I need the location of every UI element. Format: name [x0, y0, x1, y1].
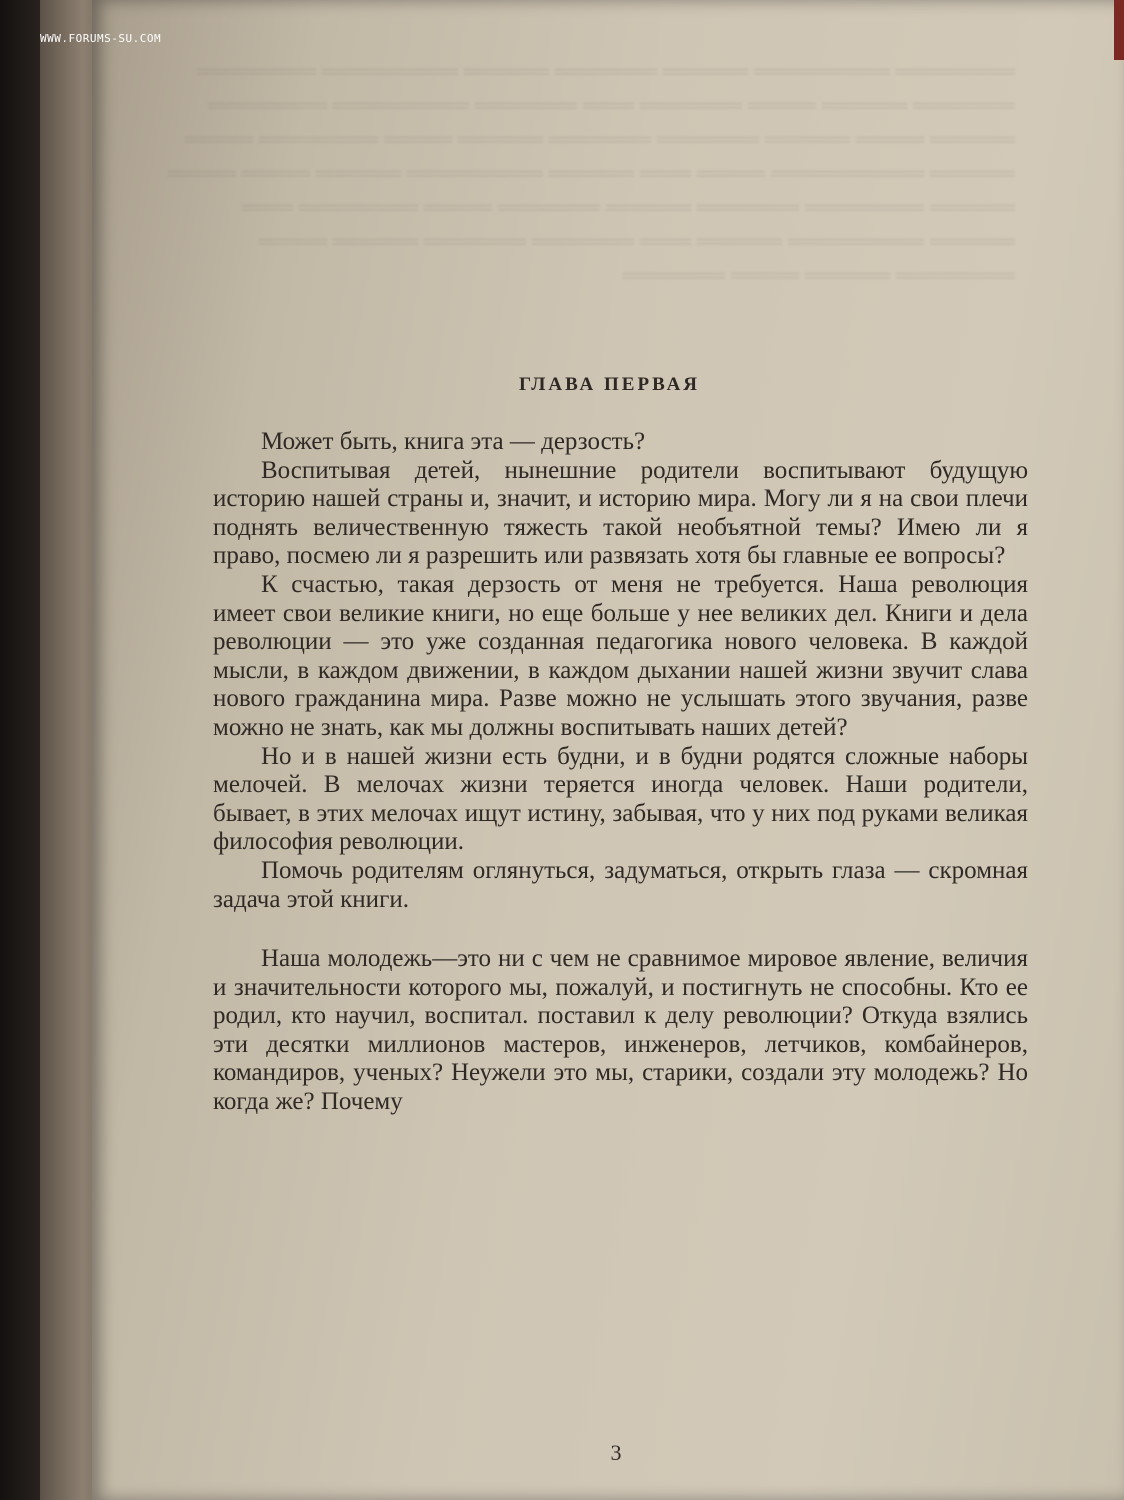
paragraph: Но и в нашей жизни есть будни, и в будни родятся сложные наборы мелочей. В мелочах жизни теряется иногда человек. Наши родители, бывает, в этих мелочах ищут истину, забывая, что у них под руками великая философия революции.	[213, 742, 1028, 856]
page-number: 3	[610, 1440, 622, 1465]
book-cover-edge	[1114, 0, 1124, 60]
paragraph: Может быть, книга эта — дерзость?	[261, 428, 646, 455]
paragraph: Воспитывая детей, нынешние родители воспитывают будущую историю нашей страны и, значит, и историю мира. Могу ли я на свои плечи поднять величественную тяжесть такой необъятной темы? Имею ли я право, посмею ли я разрешить или развязать хотя бы главные ее вопросы?	[213, 456, 1028, 570]
paragraph: К счастью, такая дерзость от меня не требуется. Наша революция имеет свои великие книги, но еще больше у нее великих дел. Книги и дела революции — это уже созданная педагогика нового человека. В каждой мысли, в каждом движении, в каждом дыхании нашей жизни звучит слава нового гражданина мира. Разве можно не услышать этого звучания, разве можно не знать, как мы должны воспитывать наших детей?	[213, 570, 1028, 741]
show-through-text: ═══════ ════════ ═════ ══════ ═════ ════════ ═══════ ══════ ═════ ════ ══════ ═══ ══════ ════════ ═══════ ═════ ════ ═════ ══════ ══════ ═════ ════ ═══════ ════ ═════ ═════════ ════ ═══ ═════ ════════ ═════ ════ ════ ═════ ═══════ ══════ ═════ ══════ ════ ═══════ ═══ ═════ ════════ ═════ ═══ ══════ ══════ ═════ ════ ═══════ ═════ ════ ══════	[167, 59, 1015, 289]
chapter-title: ГЛАВА ПЕРВАЯ	[518, 374, 701, 395]
paragraph: Помочь родителям оглянуться, задуматься, открыть глаза — скромная задача этой книги.	[213, 856, 1028, 913]
page-body	[213, 428, 1028, 1117]
paragraph: Наша молодежь—это ни с чем не сравнимое мировое явление, величия и значительности которого мы, пожалуй, и постигнуть не способны. Кто ее родил, кто научил, воспитал. поставил к делу революции? Откуда взялись эти десятки миллионов мастеров, инженеров, летчиков, комбайнеров, командиров, ученых? Неужели это мы, старики, создали эту молодежь? Но когда же? Почему	[213, 945, 1028, 1116]
watermark: WWW.FORUMS-SU.COM	[40, 32, 162, 45]
section-break	[213, 914, 1028, 945]
